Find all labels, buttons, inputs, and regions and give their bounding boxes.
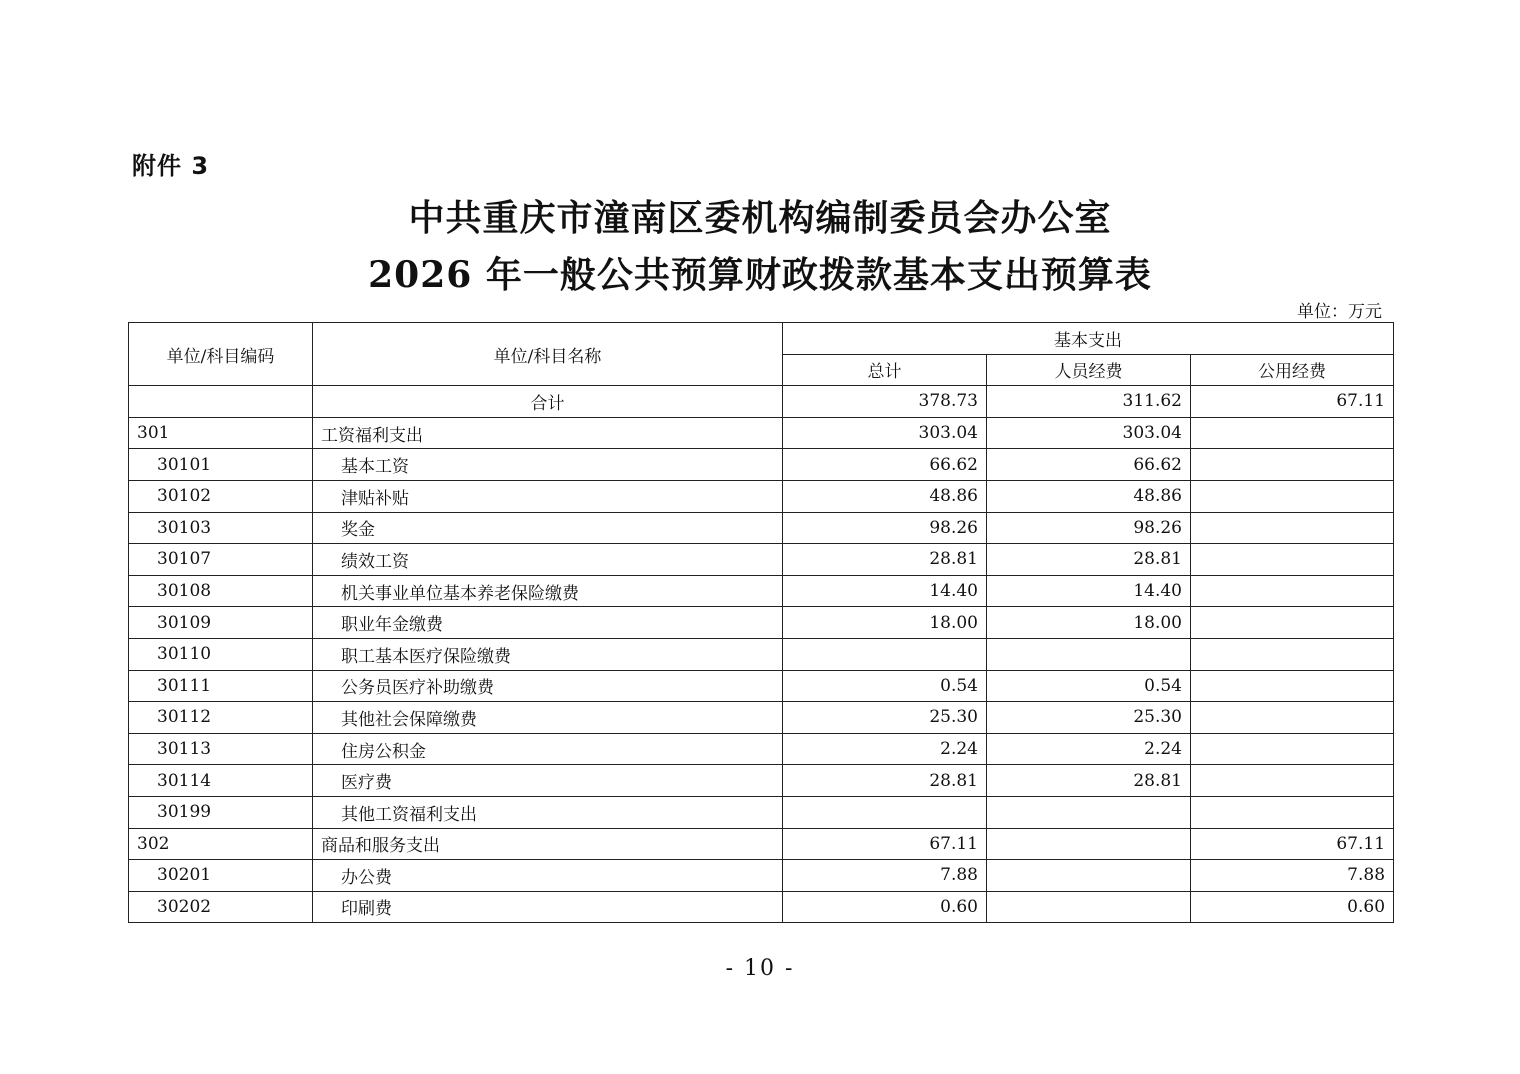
- row-code: 30113: [129, 733, 313, 765]
- row-total: 48.86: [783, 480, 987, 512]
- row-personnel: 48.86: [987, 480, 1191, 512]
- row-personnel: 303.04: [987, 417, 1191, 449]
- row-personnel: [987, 860, 1191, 892]
- row-total: 7.88: [783, 860, 987, 892]
- row-personnel: 28.81: [987, 765, 1191, 797]
- table-row: [129, 480, 1394, 512]
- row-total: 28.81: [783, 544, 987, 576]
- row-code: [129, 386, 313, 418]
- row-name: 绩效工资: [313, 544, 783, 576]
- row-total: 2.24: [783, 733, 987, 765]
- table-row: [129, 796, 1394, 828]
- row-name: 其他社会保障缴费: [313, 702, 783, 734]
- row-total: 303.04: [783, 417, 987, 449]
- row-total: 378.73: [783, 386, 987, 418]
- row-code: 30107: [129, 544, 313, 576]
- row-personnel: 98.26: [987, 512, 1191, 544]
- row-personnel: 18.00: [987, 607, 1191, 639]
- row-public: 67.11: [1191, 386, 1394, 418]
- row-code: 30102: [129, 480, 313, 512]
- table-body: [129, 386, 1394, 923]
- row-name: 商品和服务支出: [313, 828, 783, 860]
- row-code: 30199: [129, 796, 313, 828]
- row-code: 30111: [129, 670, 313, 702]
- row-personnel: 2.24: [987, 733, 1191, 765]
- header-public: 公用经费: [1191, 354, 1394, 386]
- row-public: 7.88: [1191, 860, 1394, 892]
- row-name: 合计: [313, 386, 783, 418]
- table-row: [129, 670, 1394, 702]
- row-public: [1191, 765, 1394, 797]
- row-name: 医疗费: [313, 765, 783, 797]
- row-code: 30109: [129, 607, 313, 639]
- row-code: 30112: [129, 702, 313, 734]
- row-total: 18.00: [783, 607, 987, 639]
- row-personnel: 25.30: [987, 702, 1191, 734]
- row-name: 机关事业单位基本养老保险缴费: [313, 575, 783, 607]
- row-name: 奖金: [313, 512, 783, 544]
- row-personnel: 14.40: [987, 575, 1191, 607]
- row-code: 30202: [129, 891, 313, 923]
- row-public: [1191, 417, 1394, 449]
- header-basic-expenditure: 基本支出: [783, 323, 1394, 355]
- row-public: [1191, 449, 1394, 481]
- attachment-label: 附件 3: [132, 152, 210, 180]
- table-row: [129, 860, 1394, 892]
- row-public: 0.60: [1191, 891, 1394, 923]
- row-personnel: 28.81: [987, 544, 1191, 576]
- row-public: [1191, 670, 1394, 702]
- row-total: 66.62: [783, 449, 987, 481]
- row-name: 津贴补贴: [313, 480, 783, 512]
- row-personnel: 311.62: [987, 386, 1191, 418]
- row-total: 25.30: [783, 702, 987, 734]
- table-row: [129, 607, 1394, 639]
- row-total: 0.60: [783, 891, 987, 923]
- row-personnel: [987, 891, 1191, 923]
- table-row: [129, 638, 1394, 670]
- row-total: 0.54: [783, 670, 987, 702]
- row-personnel: [987, 638, 1191, 670]
- row-name: 公务员医疗补助缴费: [313, 670, 783, 702]
- row-total: 28.81: [783, 765, 987, 797]
- row-total: 14.40: [783, 575, 987, 607]
- table-row: [129, 733, 1394, 765]
- row-public: [1191, 733, 1394, 765]
- table-row: [129, 386, 1394, 418]
- row-name: 基本工资: [313, 449, 783, 481]
- header-total: 总计: [783, 354, 987, 386]
- row-code: 30201: [129, 860, 313, 892]
- table-row: [129, 417, 1394, 449]
- unit-label: 单位：万元: [1297, 302, 1382, 322]
- row-code: 302: [129, 828, 313, 860]
- row-name: 印刷费: [313, 891, 783, 923]
- row-code: 30110: [129, 638, 313, 670]
- document-title-line1: 中共重庆市潼南区委机构编制委员会办公室: [408, 197, 1112, 239]
- row-code: 301: [129, 417, 313, 449]
- row-public: [1191, 607, 1394, 639]
- row-name: 职工基本医疗保险缴费: [313, 638, 783, 670]
- table-row: [129, 575, 1394, 607]
- row-name: 工资福利支出: [313, 417, 783, 449]
- row-public: [1191, 702, 1394, 734]
- row-total: [783, 796, 987, 828]
- table-row: [129, 702, 1394, 734]
- row-code: 30114: [129, 765, 313, 797]
- table-row: [129, 512, 1394, 544]
- row-public: 67.11: [1191, 828, 1394, 860]
- row-name: 职业年金缴费: [313, 607, 783, 639]
- row-total: 98.26: [783, 512, 987, 544]
- row-name: 住房公积金: [313, 733, 783, 765]
- row-personnel: [987, 796, 1191, 828]
- row-code: 30108: [129, 575, 313, 607]
- document-title-line2: 2026 年一般公共预算财政拨款基本支出预算表: [368, 254, 1152, 296]
- row-public: [1191, 544, 1394, 576]
- row-total: 67.11: [783, 828, 987, 860]
- table-row: [129, 544, 1394, 576]
- header-code: 单位/科目编码: [129, 323, 313, 386]
- table-row: [129, 449, 1394, 481]
- table-row: [129, 765, 1394, 797]
- header-personnel: 人员经费: [987, 354, 1191, 386]
- header-name: 单位/科目名称: [313, 323, 783, 386]
- row-code: 30101: [129, 449, 313, 481]
- row-public: [1191, 480, 1394, 512]
- page-number: - 10 -: [725, 956, 795, 981]
- budget-table: [128, 322, 1394, 923]
- table-row: [129, 828, 1394, 860]
- row-name: 办公费: [313, 860, 783, 892]
- row-personnel: 66.62: [987, 449, 1191, 481]
- row-public: [1191, 638, 1394, 670]
- row-public: [1191, 796, 1394, 828]
- table-row: [129, 891, 1394, 923]
- row-public: [1191, 512, 1394, 544]
- row-name: 其他工资福利支出: [313, 796, 783, 828]
- row-personnel: 0.54: [987, 670, 1191, 702]
- header-row-1: [129, 323, 1394, 355]
- row-public: [1191, 575, 1394, 607]
- row-code: 30103: [129, 512, 313, 544]
- row-total: [783, 638, 987, 670]
- row-personnel: [987, 828, 1191, 860]
